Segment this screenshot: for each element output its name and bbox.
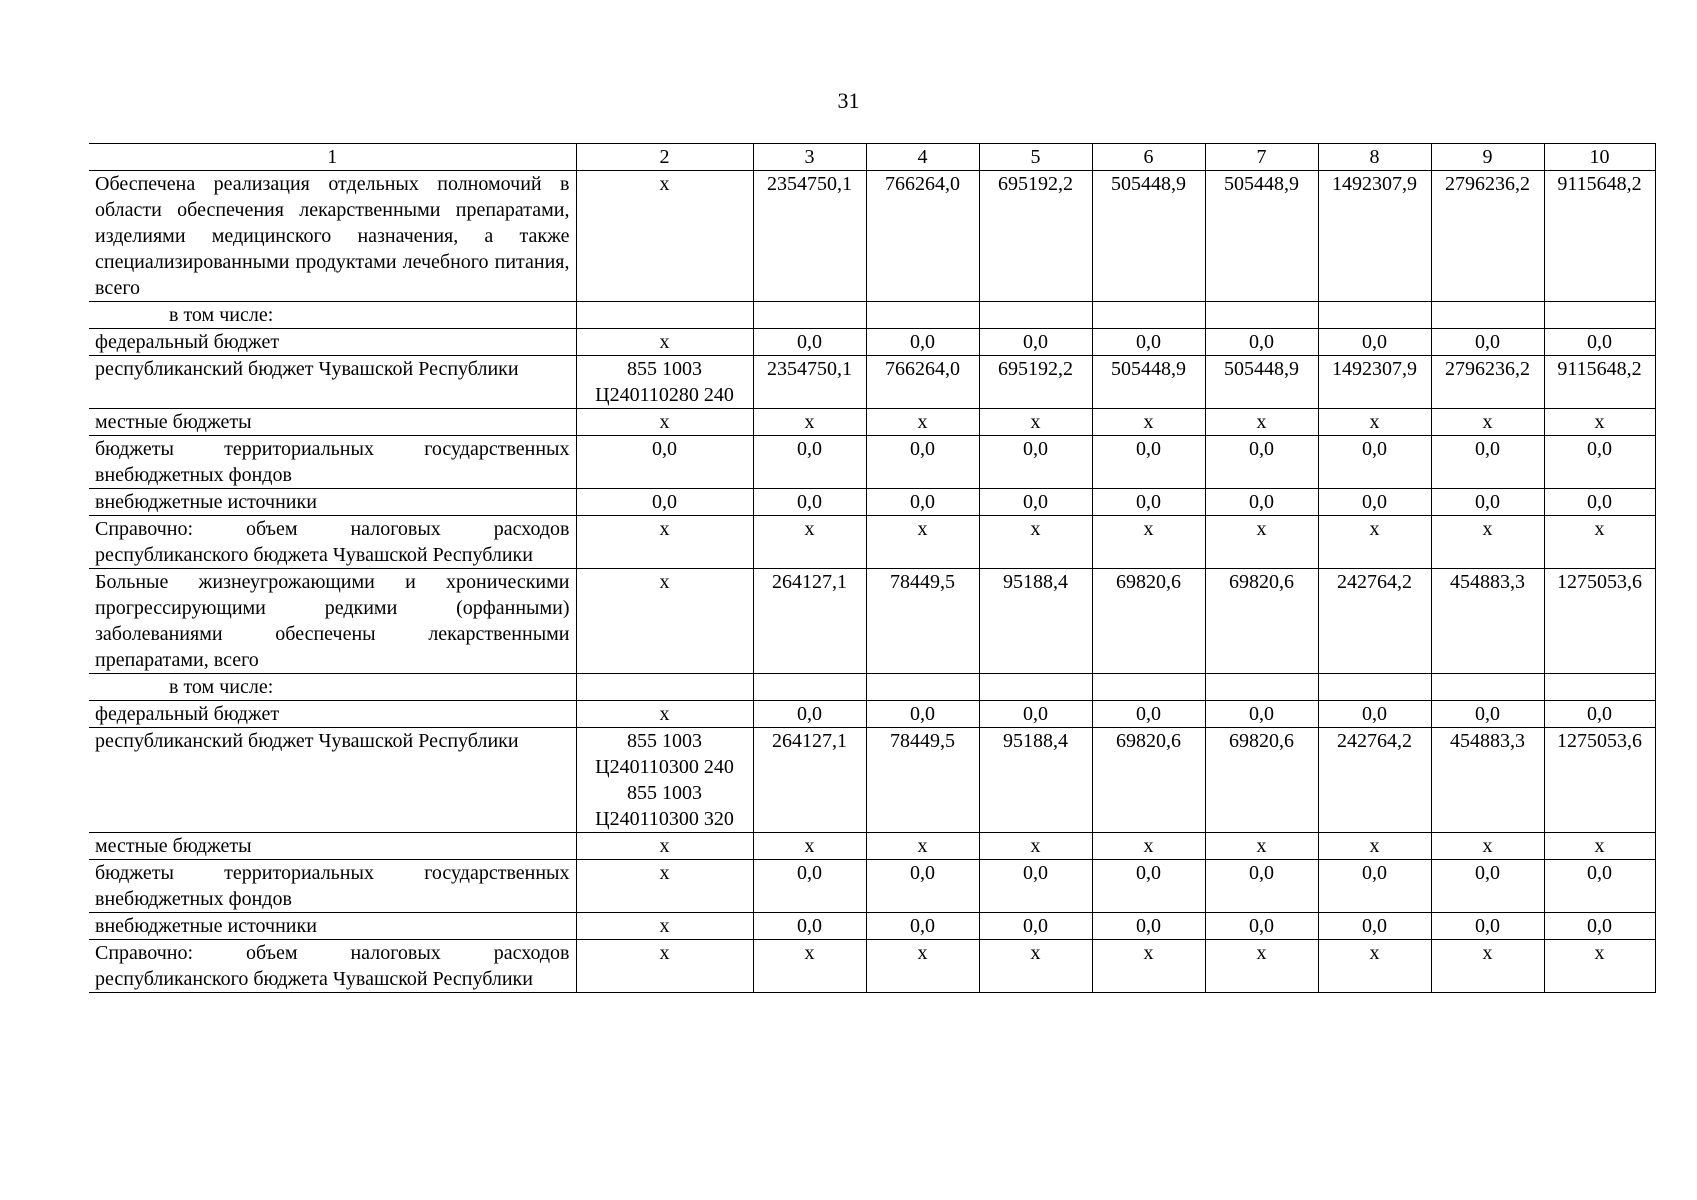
- table-row: [89, 913, 1655, 940]
- value-cell: 0,0: [1318, 436, 1431, 489]
- row-label: федеральный бюджет: [89, 701, 576, 728]
- value-cell: 0,0: [1092, 436, 1205, 489]
- value-cell: 454883,3: [1431, 728, 1544, 833]
- value-cell: 0,0: [1205, 489, 1318, 516]
- value-cell: [866, 674, 979, 701]
- header-cell: 8: [1318, 144, 1431, 171]
- value-cell: 0,0: [979, 329, 1092, 356]
- value-cell: x: [866, 516, 979, 569]
- value-cell: x: [1544, 833, 1655, 860]
- value-cell: 2354750,1: [753, 356, 866, 409]
- row-label: в том числе:: [89, 674, 576, 701]
- row-label: федеральный бюджет: [89, 329, 576, 356]
- value-cell: 0,0: [979, 489, 1092, 516]
- header-cell: 6: [1092, 144, 1205, 171]
- budget-code-cell: x: [576, 171, 753, 302]
- value-cell: 1492307,9: [1318, 171, 1431, 302]
- table-row: [89, 409, 1655, 436]
- value-cell: [1431, 302, 1544, 329]
- row-label: республиканский бюджет Чувашской Республики: [89, 728, 576, 833]
- value-cell: 0,0: [1318, 329, 1431, 356]
- value-cell: 0,0: [1205, 436, 1318, 489]
- table-row: [89, 701, 1655, 728]
- row-label: местные бюджеты: [89, 409, 576, 436]
- value-cell: x: [866, 409, 979, 436]
- value-cell: 0,0: [1318, 860, 1431, 913]
- value-cell: 0,0: [1544, 860, 1655, 913]
- value-cell: [753, 302, 866, 329]
- value-cell: 0,0: [1092, 913, 1205, 940]
- value-cell: [1544, 302, 1655, 329]
- table-row: [89, 329, 1655, 356]
- table-row: [89, 833, 1655, 860]
- table-row: [89, 728, 1655, 833]
- value-cell: 9115648,2: [1544, 356, 1655, 409]
- budget-code-cell: x: [576, 701, 753, 728]
- row-label: внебюджетные источники: [89, 489, 576, 516]
- table-row: [89, 860, 1655, 913]
- value-cell: 0,0: [753, 701, 866, 728]
- value-cell: 69820,6: [1205, 569, 1318, 674]
- budget-code-cell: [576, 302, 753, 329]
- value-cell: 505448,9: [1205, 356, 1318, 409]
- value-cell: 0,0: [1092, 860, 1205, 913]
- header-cell: 2: [576, 144, 753, 171]
- value-cell: x: [1205, 833, 1318, 860]
- value-cell: 0,0: [866, 860, 979, 913]
- value-cell: x: [1092, 516, 1205, 569]
- value-cell: 0,0: [753, 913, 866, 940]
- value-cell: 0,0: [753, 489, 866, 516]
- value-cell: 0,0: [866, 489, 979, 516]
- row-label: Справочно: объем налоговых расходов республиканского бюджета Чувашской Республики: [89, 940, 576, 993]
- value-cell: 0,0: [1318, 701, 1431, 728]
- table-row: [89, 356, 1655, 409]
- table-row: [89, 516, 1655, 569]
- table-row: [89, 569, 1655, 674]
- header-row: [89, 144, 1655, 171]
- table-row: [89, 436, 1655, 489]
- value-cell: 2354750,1: [753, 171, 866, 302]
- value-cell: [979, 302, 1092, 329]
- value-cell: 95188,4: [979, 728, 1092, 833]
- budget-code-cell: x: [576, 860, 753, 913]
- value-cell: 0,0: [1431, 913, 1544, 940]
- value-cell: [1318, 674, 1431, 701]
- value-cell: 69820,6: [1092, 569, 1205, 674]
- value-cell: x: [1318, 833, 1431, 860]
- value-cell: x: [1205, 940, 1318, 993]
- table-row: [89, 489, 1655, 516]
- budget-table: [89, 143, 1656, 993]
- value-cell: 0,0: [753, 860, 866, 913]
- value-cell: 0,0: [979, 436, 1092, 489]
- budget-code-cell: x: [576, 833, 753, 860]
- value-cell: 0,0: [1318, 913, 1431, 940]
- value-cell: 95188,4: [979, 569, 1092, 674]
- value-cell: [1431, 674, 1544, 701]
- value-cell: 0,0: [1092, 701, 1205, 728]
- value-cell: 0,0: [1205, 329, 1318, 356]
- value-cell: 0,0: [1431, 489, 1544, 516]
- value-cell: 695192,2: [979, 171, 1092, 302]
- value-cell: 0,0: [979, 913, 1092, 940]
- row-label: Больные жизнеугрожающими и хроническими прогрессирующими редкими (орфанными) заболеваниями обеспечены лекарственными препаратами, всего: [89, 569, 576, 674]
- value-cell: 242764,2: [1318, 569, 1431, 674]
- value-cell: [1092, 674, 1205, 701]
- value-cell: 0,0: [1205, 860, 1318, 913]
- value-cell: 0,0: [979, 860, 1092, 913]
- value-cell: [866, 302, 979, 329]
- value-cell: 2796236,2: [1431, 356, 1544, 409]
- budget-code-cell: 855 1003 Ц240110300 240 855 1003 Ц240110300 320: [576, 728, 753, 833]
- budget-code-cell: 0,0: [576, 489, 753, 516]
- value-cell: 766264,0: [866, 356, 979, 409]
- value-cell: 264127,1: [753, 569, 866, 674]
- value-cell: [979, 674, 1092, 701]
- budget-code-cell: x: [576, 940, 753, 993]
- value-cell: 0,0: [1431, 701, 1544, 728]
- value-cell: x: [979, 409, 1092, 436]
- header-cell: 3: [753, 144, 866, 171]
- table-body: [89, 171, 1655, 993]
- value-cell: [1205, 674, 1318, 701]
- budget-code-cell: x: [576, 913, 753, 940]
- value-cell: [1544, 674, 1655, 701]
- value-cell: x: [1092, 940, 1205, 993]
- value-cell: x: [1318, 940, 1431, 993]
- value-cell: 0,0: [1544, 489, 1655, 516]
- value-cell: 505448,9: [1205, 171, 1318, 302]
- value-cell: x: [753, 409, 866, 436]
- value-cell: x: [1092, 409, 1205, 436]
- value-cell: x: [1318, 409, 1431, 436]
- row-label: в том числе:: [89, 302, 576, 329]
- budget-code-cell: x: [576, 569, 753, 674]
- value-cell: x: [866, 833, 979, 860]
- value-cell: x: [866, 940, 979, 993]
- value-cell: 0,0: [753, 329, 866, 356]
- value-cell: x: [1544, 409, 1655, 436]
- value-cell: 1275053,6: [1544, 569, 1655, 674]
- value-cell: 264127,1: [753, 728, 866, 833]
- value-cell: 242764,2: [1318, 728, 1431, 833]
- value-cell: 0,0: [866, 436, 979, 489]
- header-cell: 1: [89, 144, 576, 171]
- budget-code-cell: x: [576, 329, 753, 356]
- table-row: [89, 674, 1655, 701]
- row-label: местные бюджеты: [89, 833, 576, 860]
- value-cell: x: [1205, 409, 1318, 436]
- value-cell: 0,0: [1431, 436, 1544, 489]
- value-cell: x: [1092, 833, 1205, 860]
- value-cell: 0,0: [866, 329, 979, 356]
- row-label: Справочно: объем налоговых расходов республиканского бюджета Чувашской Республики: [89, 516, 576, 569]
- value-cell: 69820,6: [1205, 728, 1318, 833]
- value-cell: [753, 674, 866, 701]
- budget-code-cell: x: [576, 516, 753, 569]
- table-row: [89, 302, 1655, 329]
- header-cell: 9: [1431, 144, 1544, 171]
- value-cell: 78449,5: [866, 728, 979, 833]
- value-cell: x: [1431, 940, 1544, 993]
- value-cell: 9115648,2: [1544, 171, 1655, 302]
- value-cell: 78449,5: [866, 569, 979, 674]
- value-cell: 69820,6: [1092, 728, 1205, 833]
- value-cell: 695192,2: [979, 356, 1092, 409]
- value-cell: x: [1205, 516, 1318, 569]
- value-cell: 0,0: [1431, 860, 1544, 913]
- row-label: бюджеты территориальных государственных внебюджетных фондов: [89, 436, 576, 489]
- value-cell: 0,0: [1431, 329, 1544, 356]
- budget-code-cell: 0,0: [576, 436, 753, 489]
- value-cell: 1275053,6: [1544, 728, 1655, 833]
- value-cell: 0,0: [979, 701, 1092, 728]
- header-cell: 4: [866, 144, 979, 171]
- value-cell: 0,0: [866, 701, 979, 728]
- value-cell: 1492307,9: [1318, 356, 1431, 409]
- value-cell: x: [979, 940, 1092, 993]
- value-cell: 0,0: [1544, 913, 1655, 940]
- header-cell: 5: [979, 144, 1092, 171]
- table-row: [89, 171, 1655, 302]
- value-cell: 766264,0: [866, 171, 979, 302]
- value-cell: 0,0: [1205, 913, 1318, 940]
- row-label: внебюджетные источники: [89, 913, 576, 940]
- row-label: республиканский бюджет Чувашской Республики: [89, 356, 576, 409]
- value-cell: 0,0: [753, 436, 866, 489]
- value-cell: 0,0: [1544, 701, 1655, 728]
- value-cell: 0,0: [1205, 701, 1318, 728]
- value-cell: x: [1431, 409, 1544, 436]
- value-cell: 0,0: [866, 913, 979, 940]
- table-row: [89, 940, 1655, 993]
- value-cell: x: [1544, 940, 1655, 993]
- header-cell: 10: [1544, 144, 1655, 171]
- value-cell: 454883,3: [1431, 569, 1544, 674]
- value-cell: 0,0: [1544, 329, 1655, 356]
- budget-code-cell: 855 1003 Ц240110280 240: [576, 356, 753, 409]
- value-cell: x: [1544, 516, 1655, 569]
- value-cell: x: [1318, 516, 1431, 569]
- value-cell: [1205, 302, 1318, 329]
- value-cell: x: [1431, 516, 1544, 569]
- value-cell: 505448,9: [1092, 171, 1205, 302]
- value-cell: 0,0: [1092, 329, 1205, 356]
- budget-code-cell: [576, 674, 753, 701]
- header-cell: 7: [1205, 144, 1318, 171]
- value-cell: 0,0: [1544, 436, 1655, 489]
- value-cell: [1318, 302, 1431, 329]
- value-cell: x: [979, 833, 1092, 860]
- value-cell: 2796236,2: [1431, 171, 1544, 302]
- page-number: 31: [837, 88, 860, 113]
- value-cell: x: [979, 516, 1092, 569]
- value-cell: x: [1431, 833, 1544, 860]
- value-cell: x: [753, 833, 866, 860]
- value-cell: x: [753, 940, 866, 993]
- value-cell: 0,0: [1318, 489, 1431, 516]
- value-cell: 0,0: [1092, 489, 1205, 516]
- value-cell: x: [753, 516, 866, 569]
- budget-code-cell: x: [576, 409, 753, 436]
- value-cell: 505448,9: [1092, 356, 1205, 409]
- value-cell: [1092, 302, 1205, 329]
- row-label: бюджеты территориальных государственных внебюджетных фондов: [89, 860, 576, 913]
- row-label: Обеспечена реализация отдельных полномочий в области обеспечения лекарственными препаратами, изделиями медицинского назначения, а также специализированными продуктами лечебного питания, всего: [89, 171, 576, 302]
